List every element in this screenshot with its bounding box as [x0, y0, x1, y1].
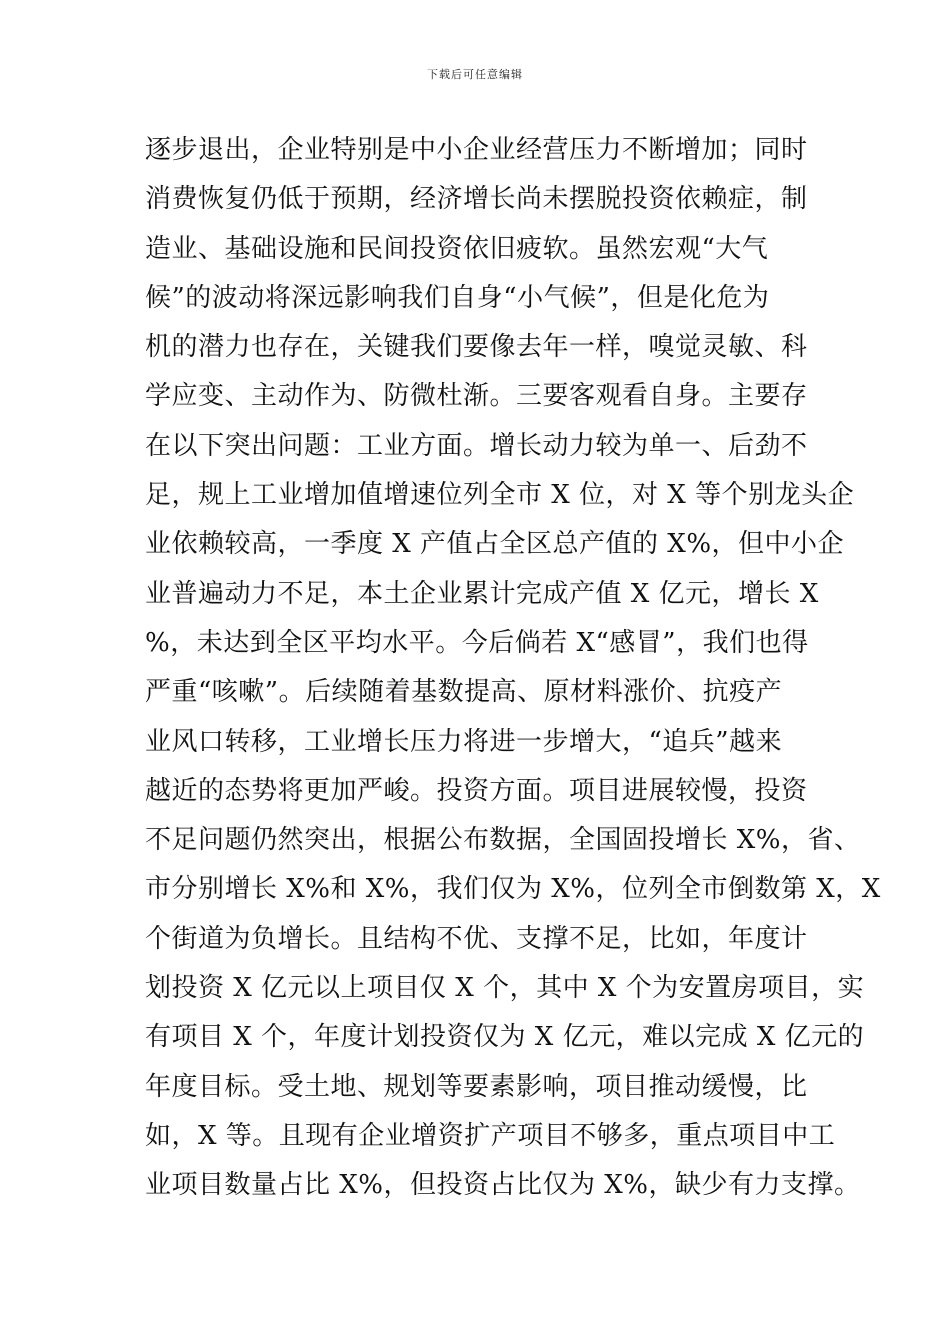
text-line: 越近的态势将更加严峻。投资方面。项目进展较慢，投资: [145, 775, 808, 806]
text-line: 划投资 X 亿元以上项目仅 X 个，其中 X 个为安置房项目，实: [145, 973, 865, 1004]
text-line: 消费恢复仍低于预期，经济增长尚未摆脱投资依赖症，制: [145, 184, 808, 215]
text-line: 不足问题仍然突出，根据公布数据，全国固投增长 X%，省、: [145, 825, 861, 856]
page-header: 下载后可任意编辑: [427, 68, 523, 81]
text-line: 逐步退出，企业特别是中小企业经营压力不断增加；同时: [145, 135, 808, 165]
text-line: 年度目标。受土地、规划等要素影响，项目推动缓慢，比: [145, 1071, 808, 1102]
text-line: 机的潜力也存在，关键我们要像去年一样，嗅觉灵敏、科: [145, 332, 808, 363]
text-line: 足，规上工业增加值增速位列全市 X 位，对 X 等个别龙头企: [145, 480, 855, 511]
text-line: 严重“咳嗽”。后续随着基数提高、原材料涨价、抗疫产: [145, 677, 783, 708]
text-line: 个街道为负增长。且结构不优、支撑不足，比如，年度计: [145, 923, 808, 954]
text-line: 如，X 等。且现有企业增资扩产项目不够多，重点项目中工: [145, 1120, 836, 1151]
text-line: 学应变、主动作为、防微杜渐。三要客观看自身。主要存: [145, 381, 808, 412]
text-line: 造业、基础设施和民间投资依旧疲软。虽然宏观“大气: [145, 233, 769, 264]
text-line: 业依赖较高，一季度 X 产值占全区总产值的 X%，但中小企: [145, 529, 845, 560]
text-line: 候”的波动将深远影响我们自身“小气候”，但是化危为: [145, 282, 770, 313]
text-line: %，未达到全区平均水平。今后倘若 X“感冒”，我们也得: [145, 627, 809, 658]
text-line: 业普遍动力不足，本土企业累计完成产值 X 亿元，增长 X: [145, 578, 819, 609]
text-line: 在以下突出问题：工业方面。增长动力较为单一、后劲不: [145, 430, 808, 461]
text-line: 有项目 X 个，年度计划投资仅为 X 亿元，难以完成 X 亿元的: [145, 1022, 865, 1053]
text-line: 市分别增长 X%和 X%，我们仅为 X%，位列全市倒数第 X，X: [145, 874, 881, 905]
text-line: 业项目数量占比 X%，但投资占比仅为 X%，缺少有力支撑。: [145, 1170, 861, 1201]
body-text: [145, 126, 881, 1211]
text-line: 业风口转移，工业增长压力将进一步增大，“追兵”越来: [145, 726, 783, 757]
